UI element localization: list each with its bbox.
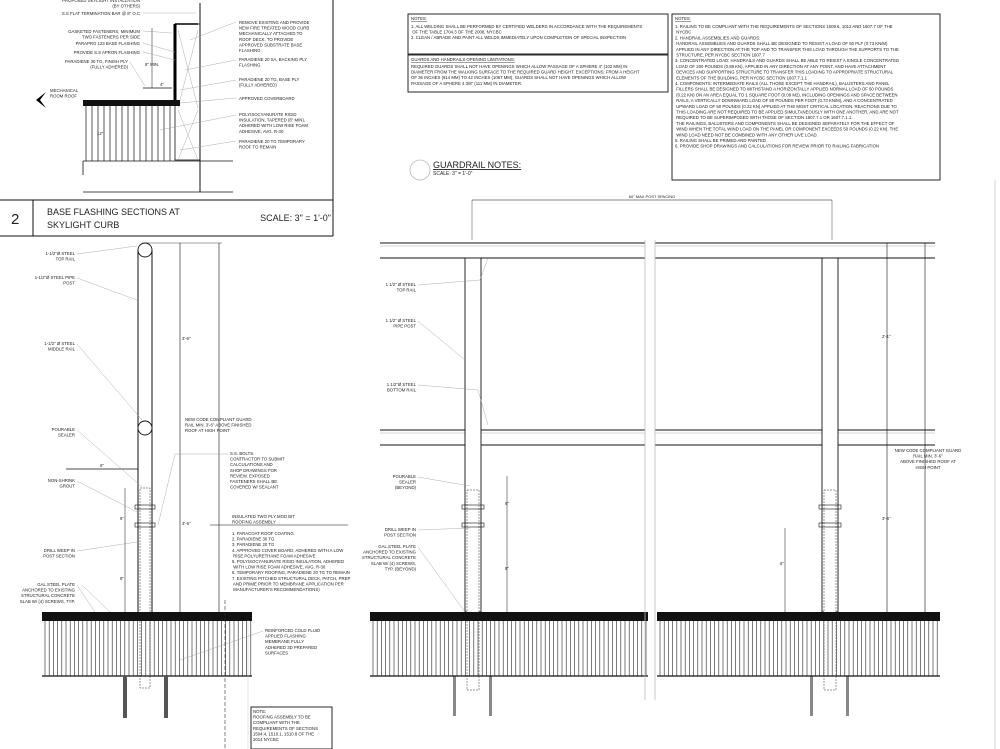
label-line: 1. ALL WELDING SHALL BE PERFORMED BY CERTIFIED WELDERS IN ACCORDANCE WITH THE REQUIREMENTS	[411, 24, 643, 29]
label-line: COMPLIANT WITH THE	[253, 720, 300, 726]
label-line: POST SECTION	[43, 553, 75, 559]
guardrail-notes-scale: SCALE: 3" = 1'-0"	[433, 171, 473, 177]
label-line: NON-SHRINK	[47, 478, 75, 483]
label-line: (BEYOND)	[394, 485, 416, 491]
top-rail	[138, 243, 152, 257]
label-line: 1. RAILING TO BE COMPLIANT WITH THE REQUIREMENTS OF SECTIONS 1509.6, 1012 AND 1607.7 OF THE	[675, 24, 893, 29]
leader-lines	[77, 246, 142, 612]
detail-number: 2	[11, 211, 20, 228]
label-line: 1 1/2"Ø STEEL	[386, 382, 416, 387]
label-line: RAIL MIN. 3'-6"	[913, 453, 943, 459]
label-line: NYCBC	[675, 29, 692, 35]
anchor	[164, 676, 168, 718]
label-line: GAL.STEEL PLATE	[37, 582, 75, 587]
new-code-label	[185, 417, 252, 433]
label-line: MANUFACTURER'S RECOMMENDATIONS)	[232, 587, 320, 592]
label-line: TWO FASTENERS PER SIDE	[81, 34, 140, 40]
anchor	[123, 676, 127, 718]
label-line: 1-1/2" Ø STEEL	[44, 341, 75, 346]
notes-heading: NOTES:	[675, 16, 691, 21]
label-line: REMOVE EXISTING AND PROVIDE	[239, 20, 310, 25]
guardrail-section	[20, 243, 351, 749]
label-line: ROOF TO REMAIN	[239, 144, 277, 150]
label-line: 6. TEMPORARY ROOFING, PARADIENE 20 TG TO REMAIN	[232, 570, 350, 576]
label-line: 6. PROVIDE SHOP DRAWINGS AND CALCULATIONS FOR REVIEW PRIOR TO RAILING FABRICATION	[675, 143, 880, 149]
mechanical-roof-label	[50, 88, 79, 99]
label-line: FASTENERS SHALL BE	[230, 479, 278, 484]
label-line: 5. RAILING SHALL BE PRIMED AND PAINTED	[675, 137, 766, 143]
dim-label: 6"	[120, 516, 124, 521]
guardrail-elevation	[362, 180, 995, 749]
label-line: POURABLE	[51, 427, 75, 432]
label-line: ANCHORED TO EXISTING	[22, 587, 75, 593]
label-line: ELEMENTS OF THE BUILDING, PER NYCBC SECTION 1607.7.1.1	[675, 75, 807, 81]
spacing-label: 60" MAX POST SPACING	[628, 194, 676, 199]
label-line: NEW CODE COMPLIANT GUARD	[894, 448, 962, 453]
detail-base-flashing	[0, 0, 333, 236]
dim-label: 2'-1"	[882, 334, 891, 339]
roof-slab	[657, 612, 940, 621]
label-line: UPWARD LOAD OF 50 POUNDS (0.22 KN) APPLIED AT THE MOST CRITICAL LOCATION. REACTIONS DUE TO	[675, 103, 897, 109]
label-line: ADHERED WITH LOW RISE FOAM	[239, 123, 308, 129]
label-line: THE RAILINGS, BALUSTERS AND COMPONENTS SHALL BE DESIGNED SEPARATELY FOR THE EFFECT OF	[675, 120, 895, 126]
label-line: MIDDLE RAIL	[48, 346, 75, 352]
label-line: NOTE:	[253, 709, 267, 714]
label-line: NEW CODE COMPLIANT GUARD	[185, 417, 252, 422]
detail-label	[62, 0, 140, 9]
label-line: PARAPRO 123 BASE FLASHING	[75, 41, 140, 46]
label-line: STRUCTURAL CONCRETE	[361, 555, 416, 561]
section-circle	[410, 160, 430, 180]
detail-scale: SCALE: 3" = 1'-0"	[260, 213, 331, 223]
label-line: 2. CLEAN / ABRADE AND PAINT ALL WELDS IMMEDIATELY UPON COMPLETION OF SPECIAL INSPECTION	[411, 35, 627, 41]
dim-label: 8"	[120, 576, 124, 581]
label-line: ROOM ROOF	[50, 93, 77, 99]
roof-slab	[42, 612, 252, 621]
label-line: GASKETED FASTENERS, MINIMUM	[68, 29, 140, 34]
label-line: OF THE TABLE 1704.3 OF THE 2008, NYCBC	[411, 29, 502, 35]
dim-label: 8" MIN.	[145, 62, 160, 67]
notes-text	[411, 64, 640, 86]
label-line: PARADIENE 20 SA, BACKING PLY	[239, 57, 308, 62]
detail-title-line: SKYLIGHT CURB	[47, 220, 120, 230]
label-line: SHOP DRAWINGS FOR	[230, 467, 278, 473]
label-line: ROOFING ASSEMBLY TO BE	[253, 714, 311, 720]
elevation-new-code-label	[895, 448, 962, 470]
label-line: 1504.4, 1510.1, 1510.8 OF THE	[253, 731, 315, 737]
label-line: POST SECTION	[384, 532, 416, 538]
label-line: TOP RAIL	[55, 256, 75, 262]
detail-label	[65, 59, 129, 70]
assembly-list	[232, 531, 350, 592]
detail-title-line: BASE FLASHING SECTIONS AT	[47, 207, 180, 217]
label-line: (FULLY ADHERED)	[90, 64, 128, 70]
label-line: PARADIENE 30 TG, FINISH PLY	[64, 59, 128, 64]
detail-label	[68, 29, 140, 40]
label-line: APPROVED COVERBOARD	[239, 96, 295, 101]
dim-label: 3'-6"	[182, 521, 191, 526]
dim-label: 4"	[160, 82, 164, 87]
label-line: 5. POLYISOCYANURATE RIGID INSULATION, ADHERED	[232, 559, 345, 564]
label-line: 1 1/2" Ø STEEL	[385, 282, 416, 287]
anchor	[489, 676, 492, 716]
label-line: 7. EXISTING PITCHED STRUCTURAL DECK, PATCH, PREP	[232, 575, 351, 581]
label-line: HIGH POINT	[915, 464, 941, 470]
elevation-label	[384, 527, 416, 538]
notes-heading: GUARDS AND HANDRAILS OPENING LIMITATIONS:	[411, 57, 515, 62]
notes-railing	[672, 14, 940, 180]
label-line: SURFACES	[265, 650, 289, 656]
section-label	[43, 548, 75, 559]
label-line: CONTRACTOR TO SUBMIT	[230, 456, 285, 462]
notes-opening-limitations	[408, 55, 668, 92]
label-line: 2. HANDRAIL ASSEMBLIES AND GUARDS:	[675, 35, 761, 41]
detail-label	[239, 57, 307, 68]
label-line: RISE POLYURETHANE FOAM ADHESIVE	[232, 553, 316, 559]
label-line: REQUIRED TO BE SUPERIMPOSED WITH THOSE OF SECTION 1607.7.1 OR 1607.7.1.1.	[675, 115, 853, 121]
grout-fill	[824, 490, 836, 690]
label-line: FILLERS SHALL BE DESIGNED TO WITHSTAND A HORIZONTALLY APPLIED NORMAL LOAD OF 50 POUNDS	[675, 86, 894, 92]
label-line: SLAB W/ (4) SCREWS,	[370, 560, 416, 566]
grout-fill	[467, 490, 479, 690]
label-line: (0.22 KN) ON AN AREA EQUAL TO 1 SQUARE FOOT (0.09 M2), INCLUDING OPENINGS AND SPACE BETWEEN	[675, 92, 898, 98]
detail-label	[239, 112, 308, 134]
dim-label: 12"	[97, 131, 104, 136]
label-line: GAL.STEEL PLATE	[378, 544, 416, 549]
label-line: (BY OTHERS)	[112, 3, 140, 9]
label-line: 3. CONCENTRATED LOAD: HANDRAILS AND GUARDS SHALL BE ABLE TO RESIST A SINGLE CONCENTRATED	[675, 58, 900, 64]
label-line: ANCHORED TO EXISTING	[363, 549, 416, 555]
notes-text	[411, 24, 642, 40]
label-line: WIND WHEN THE TOTAL WIND LOAD ON THE PANEL OR COMPONENT EXCEEDS 50 POUNDS (0.22 KN). THE	[675, 126, 899, 132]
label-line: PASSAGE OF A SPHERE 4 3/8" (111 MM) IN DIAMETER.	[411, 80, 523, 86]
dim-label: 3'-6"	[182, 336, 191, 341]
label-line: POURABLE	[392, 474, 416, 479]
section-label	[52, 427, 76, 438]
label-line: TOP RAIL	[396, 287, 416, 293]
label-line: PROPOSED SKYLIGHT INSTALLATION	[62, 0, 140, 3]
label-line: APPLIED IN ANY DIRECTION AT THE TOP AND TO TRANSFER THIS LOAD THROUGH THE SUPPORTS TO THE	[675, 46, 899, 52]
label-line: 2014 NYCBC	[253, 737, 279, 742]
label-line: LOAD OF 200 POUNDS (0.89 KN), APPLIED IN ANY DIRECTION AT ANY POINT, AND HAVE ATTACHMENT	[675, 63, 886, 69]
detail-label	[239, 20, 310, 53]
assembly-title	[232, 514, 295, 525]
label-line: AND PRIME PRIOR TO MEMBRANE APPLICATION PER	[232, 581, 344, 587]
notes-welding	[408, 14, 668, 54]
label-line: PROVIDE S.S APRON FLASHING	[73, 50, 140, 55]
label-line: RAIL MIN. 3'-6" ABOVE FINISHED	[185, 422, 252, 428]
label-line: S.S. BOLTS.	[230, 451, 255, 456]
roof-membrane	[83, 100, 180, 106]
label-line: ADHERED 3D PREPARED	[265, 644, 318, 650]
label-line: MECHANICAL	[50, 88, 79, 93]
elevation-label	[393, 474, 417, 490]
dim-label: 3'-6"	[882, 516, 891, 521]
section-label	[46, 251, 76, 262]
label-line: REQUIRED GUARDS SHALL NOT HAVE OPENINGS WHICH ALLOW PASSAGE OF A SPHERE 4" (102 MM) IN	[411, 64, 628, 69]
label-line: 4. APPROVED COVER BOARD, ADHERED WITH A LOW	[232, 547, 344, 553]
guardrail-notes-title-block	[410, 160, 521, 180]
label-line: 3. PARADIENE 20 TG	[232, 542, 275, 548]
cold-fluid-label	[265, 628, 320, 655]
detail-label	[62, 11, 140, 16]
label-line: WIND LOAD NEED NOT BE COMBINED WITH ANY OTHER LIVE LOAD.	[675, 132, 818, 138]
anchor	[846, 676, 849, 716]
label-line: HANDRAIL ASSEMBLIES AND GUARDS SHALL BE DESIGNED TO RESIST A LOAD OF 50 PLF (0.73 KN/M)	[675, 41, 888, 47]
label-line: BOTTOM RAIL	[386, 387, 416, 393]
leader-lines	[160, 22, 236, 150]
label-line: ADHESIVE, AVG. R-30	[239, 128, 284, 134]
label-line: REVIEW. EXPOSED	[230, 473, 270, 479]
label-line: SEALER	[58, 432, 75, 438]
label-line: SLAB W/ (4) SCREWS, TYP.	[19, 598, 75, 604]
label-line: CALCULATIONS AND	[230, 462, 273, 468]
curb-hatch	[178, 30, 198, 160]
label-line: DRILL WEEP IN	[384, 527, 416, 532]
elevation-label	[386, 282, 417, 293]
label-line: PARADIENE 20 TG, BASE PLY	[239, 77, 300, 82]
label-line: APPROVED SUBSTRATE BASE	[239, 42, 303, 48]
detail-label	[239, 139, 305, 150]
label-line: (FULLY ADHERED)	[239, 82, 277, 88]
guardrail-notes-title: GUARDRAIL NOTES:	[433, 160, 522, 170]
dim-label: 8"	[505, 566, 509, 571]
label-line: ROOFING ASSEMBLY	[232, 519, 276, 525]
label-line: POLYISOCYANURATE RIGID	[239, 112, 297, 117]
elevation-label	[387, 382, 417, 393]
label-line: GROUT	[59, 483, 75, 489]
label-line: STRUCTURAL CONCRETE	[20, 593, 75, 599]
dim-label: 6"	[505, 501, 509, 506]
label-line: THIS LOADING ARE NOT REQUIRED TO BE APPLIED SIMULTANEOUSLY WITH ONE ANOTHER, AND ARE NOT	[675, 109, 899, 115]
notes-heading: NOTES:	[411, 16, 427, 21]
label-line: APPLIED FLASHING	[265, 633, 306, 639]
label-line: FLASHING	[239, 62, 261, 68]
label-line: DEVICES AND SUPPORTING STRUCTURE TO TRANSFER THIS LOADING TO APPROPRIATE STRUCTURAL	[675, 69, 894, 75]
label-line: REINFORCED COLD FLUID	[265, 628, 321, 633]
label-line: DIAMETER FROM THE WALKING SURFACE TO THE REQUIRED GUARD HEIGHT. EXCEPTIONS: FROM A HEIGHT	[411, 69, 640, 75]
label-line: PARADIENE 20 TG TEMPORARY	[239, 139, 305, 144]
detail-label	[239, 96, 295, 101]
label-line: POST	[63, 280, 75, 286]
dim-label: 6"	[100, 463, 104, 468]
section-label	[35, 275, 76, 286]
label-line: ABOVE FINISHED ROOF AT	[900, 459, 956, 465]
label-line: WITH LOW RISE FOAM ADHESIVE, AVG. R-30	[232, 564, 326, 570]
bolts-label	[230, 451, 285, 490]
label-line: 1-1/2"Ø STEEL	[45, 251, 75, 256]
label-line: FLASHING	[239, 48, 261, 53]
leader-lines	[158, 454, 228, 525]
anchor	[810, 676, 813, 716]
notes-text	[675, 24, 899, 149]
label-line: ROOF AT HIGH POINT	[185, 428, 230, 434]
elevation-label	[386, 318, 417, 329]
label-line: REQUIREMENTS OF SECTIONS	[253, 725, 318, 731]
detail-label	[76, 41, 141, 46]
label-line: STRUCTURE, PER NYCBC SECTION 1607.7	[675, 52, 765, 58]
label-line: 4. COMPONENTS: INTERMEDIATE RAILS (ALL THOSE EXCEPT THE HANDRAIL), BALUSTERS AND PANEL	[675, 81, 890, 86]
middle-rail	[138, 421, 152, 435]
label-line: 1. PARACOAT ROOF COATING	[232, 531, 294, 536]
label-line: 1 1/2" Ø STEEL	[385, 318, 416, 323]
label-line: MECHANICALLY ATTACHED TO	[239, 31, 303, 37]
roof-slab	[370, 612, 648, 621]
label-line: TYP. (BEYOND)	[384, 566, 416, 572]
wood-curb	[175, 24, 200, 160]
label-line: MEMBRANE FULLY	[265, 639, 305, 645]
label-line: DRILL WEEP IN	[43, 548, 75, 553]
label-line: 1-1/2"Ø STEEL PIPE	[34, 275, 75, 280]
label-line: COVERED W/ SEALANT	[230, 484, 279, 490]
section-label	[20, 582, 76, 604]
dim-label: 6"	[780, 561, 784, 566]
label-line: 2. PARADIENE 30 TG	[232, 536, 275, 542]
section-label	[48, 478, 76, 489]
label-line: INSULATION, TAPERED (8" MIN),	[239, 117, 305, 123]
detail-label	[74, 50, 141, 55]
label-line: ROOF DECK. TO PROVIDE	[239, 36, 294, 42]
label-line: OF 36 INCHES (914 MM) TO 42 INCHES (1067 MM), GUARDS SHALL NOT HAVE OPENINGS WHICH ALLOW	[411, 75, 627, 81]
detail-label	[239, 77, 300, 88]
break-symbol-icon	[36, 92, 46, 108]
label-line: RAILS, A VERTICALLY DOWNWARD LOAD OF 50 POUNDS PER FOOT (0.73 KN/M), AND A CONCENTRATED	[675, 98, 893, 104]
label-line: SEALER	[399, 479, 416, 485]
elevation-label	[362, 544, 417, 571]
section-label	[44, 341, 75, 352]
label-line: INSULATED TWO PLY MOD BIT	[232, 514, 295, 519]
label-line: NEW FIRE TREATED WOOD CURB	[239, 25, 310, 31]
label-line: PIPE POST	[393, 323, 416, 329]
anchor	[453, 676, 456, 716]
label-line: S.S FLAT TERMINATION BAR @ 8" O.C	[61, 11, 140, 16]
